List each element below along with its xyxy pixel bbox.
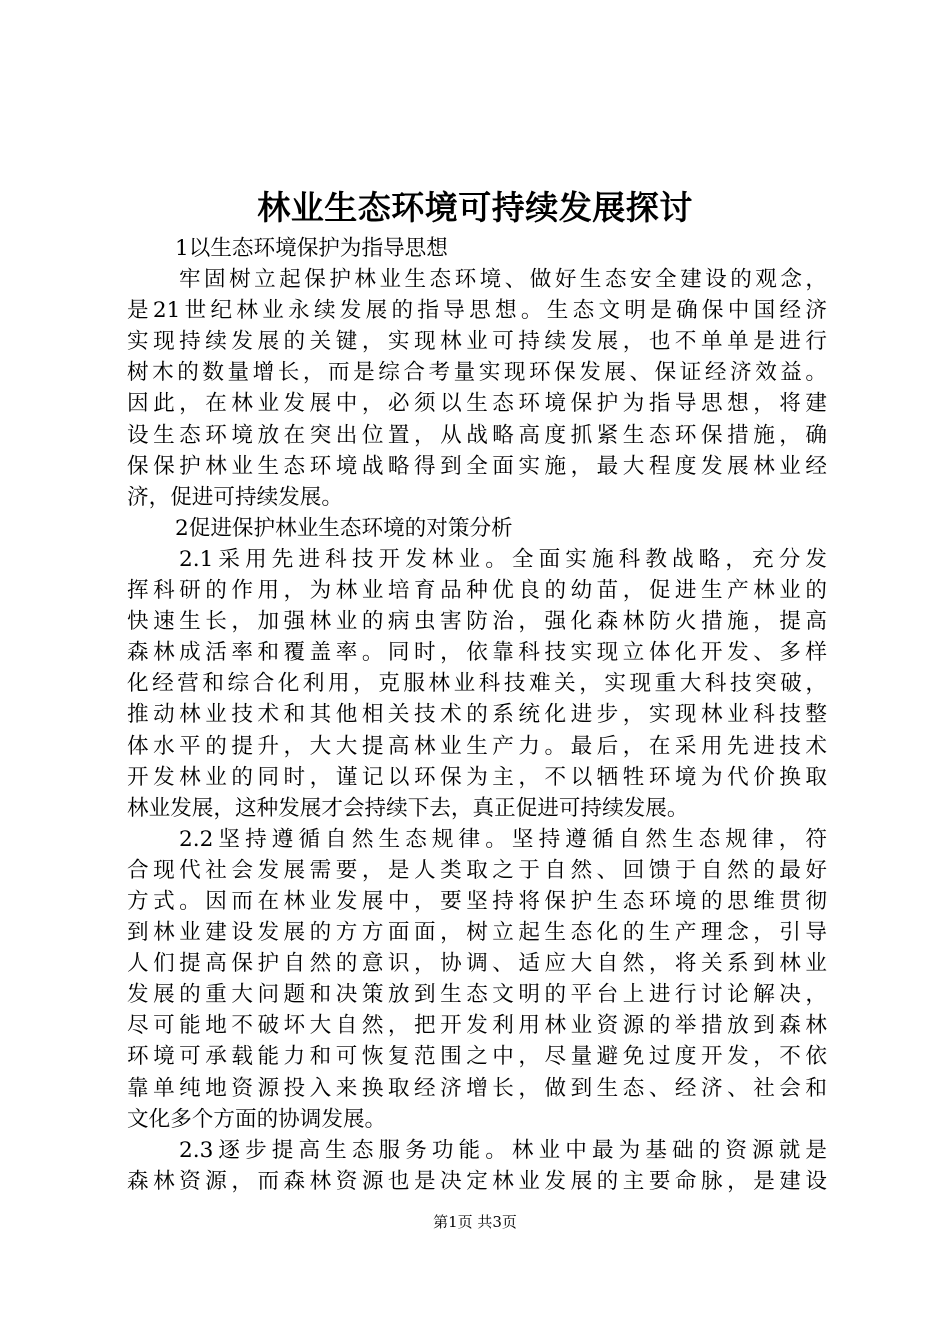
paragraph-line: 设生态环境放在突出位置，从战略高度抓紧生态环保措施，确 <box>127 422 827 448</box>
paragraph-line: 2.1采用先进科技开发林业。全面实施科教战略，充分发 <box>179 546 827 572</box>
section-heading: 1以生态环境保护为指导思想 <box>175 236 448 261</box>
paragraph-line: 发展的重大问题和决策放到生态文明的平台上进行讨论解决， <box>127 982 827 1008</box>
paragraph-line: 济，促进可持续发展。 <box>127 484 343 510</box>
paragraph-line: 体水平的提升，大大提高林业生产力。最后，在采用先进技术 <box>127 733 827 759</box>
paragraph-line: 到林业建设发展的方方面面，树立起生态化的生产理念，引导 <box>127 920 827 946</box>
paragraph-line: 人们提高保护自然的意识，协调、适应大自然，将关系到林业 <box>127 951 827 977</box>
paragraph-line: 保保护林业生态环境战略得到全面实施，最大程度发展林业经 <box>127 453 827 479</box>
paragraph-line: 林业发展，这种发展才会持续下去，真正促进可持续发展。 <box>127 795 689 821</box>
paragraph-line: 实现持续发展的关键，实现林业可持续发展，也不单单是进行 <box>127 329 827 355</box>
paragraph-line: 文化多个方面的协调发展。 <box>127 1106 387 1132</box>
paragraph-line: 树木的数量增长，而是综合考量实现环保发展、保证经济效益。 <box>127 360 827 386</box>
paragraph-line: 森林资源，而森林资源也是决定林业发展的主要命脉，是建设 <box>127 1168 827 1194</box>
paragraph-line: 靠单纯地资源投入来换取经济增长，做到生态、经济、社会和 <box>127 1075 827 1101</box>
paragraph-line: 2.3逐步提高生态服务功能。林业中最为基础的资源就是 <box>179 1137 827 1163</box>
paragraph-line: 森林成活率和覆盖率。同时，依靠科技实现立体化开发、多样 <box>127 640 827 666</box>
paragraph-line: 推动林业技术和其他相关技术的系统化进步，实现林业科技整 <box>127 702 827 728</box>
paragraph-line: 因此，在林业发展中，必须以生态环境保护为指导思想，将建 <box>127 391 827 417</box>
paragraph-line: 开发林业的同时，谨记以环保为主，不以牺牲环境为代价换取 <box>127 764 827 790</box>
document-body <box>127 233 827 1197</box>
paragraph-line: 合现代社会发展需要，是人类取之于自然、回馈于自然的最好 <box>127 857 827 883</box>
page-footer: 第1页 共3页 <box>433 1213 517 1231</box>
paragraph-line: 方式。因而在林业发展中，要坚持将保护生态环境的思维贯彻 <box>127 888 827 914</box>
section-heading: 2促进保护林业生态环境的对策分析 <box>175 515 513 541</box>
paragraph-line: 挥科研的作用，为林业培育品种优良的幼苗，促进生产林业的 <box>127 578 827 604</box>
document-title: 林业生态环境可持续发展探讨 <box>257 188 693 227</box>
paragraph-line: 快速生长，加强林业的病虫害防治，强化森林防火措施，提高 <box>127 609 827 635</box>
paragraph-line: 2.2坚持遵循自然生态规律。坚持遵循自然生态规律，符 <box>179 826 827 852</box>
paragraph-line: 是21世纪林业永续发展的指导思想。生态文明是确保中国经济 <box>127 298 827 324</box>
paragraph-line: 尽可能地不破坏大自然，把开发利用林业资源的举措放到森林 <box>127 1013 827 1039</box>
paragraph-line: 环境可承载能力和可恢复范围之中，尽量避免过度开发，不依 <box>127 1044 827 1070</box>
paragraph-line: 牢固树立起保护林业生态环境、做好生态安全建设的观念， <box>179 267 827 293</box>
paragraph-line: 化经营和综合化利用，克服林业科技难关，实现重大科技突破， <box>127 671 827 697</box>
